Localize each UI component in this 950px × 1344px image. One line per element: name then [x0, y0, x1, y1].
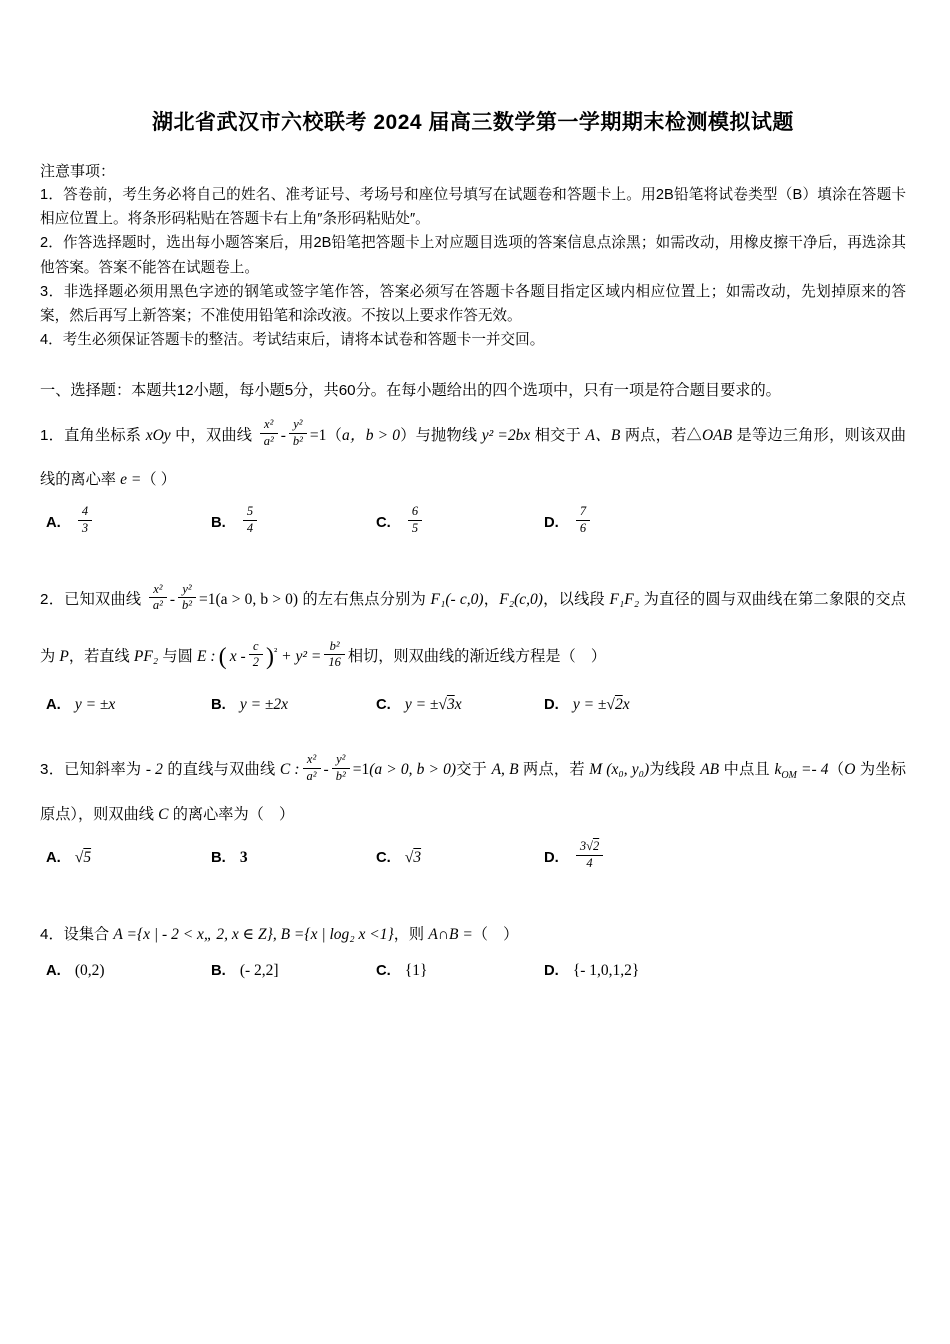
sqrt-expression: √5	[74, 848, 92, 866]
sqrt-expression: √3	[404, 848, 422, 866]
option-b: B. y = ±2x	[211, 696, 289, 714]
sqrt-expression: y = ±√2x	[572, 696, 630, 714]
fraction: $\frac{5}{4}$	[243, 505, 257, 536]
option-c: C. $\frac{6}{5}$	[376, 507, 544, 538]
option-a: A. y = ±x	[46, 696, 116, 714]
option-b: B. (- 2,2]	[211, 961, 279, 979]
option-d: D. y = ±√2x	[544, 696, 630, 714]
fraction: $\frac{\text{x²}}{\text{a²}}$	[149, 583, 167, 614]
fraction: $\frac{4}{3}$	[78, 505, 92, 536]
option-b: B. $\frac{5}{4}$	[211, 507, 376, 538]
fraction: $\frac{\text{x²}}{\text{a²}}$	[260, 418, 278, 449]
circle-equation: E : ( x -	[197, 643, 246, 670]
question-2-text: 2．已知双曲线 $\frac{\text{x²}}{\text{a²}}$ - $\frac{\text{y²}}{\text{b²}}$ =1(a > 0, b > 0) 的左右焦点分别为 F₁(- c,0)，F₂(c,0)，以线段 F₁F₂ 为直径的圆与双曲线在第二象限的交点为 P，若直线 PF₂ 与圆 E : ( x - $\frac{c}{2}$ )$^{^2}$ + y² = $\frac{\text{b²}}{16}$ 相切，则双曲线的渐近线方程是（ ）	[40, 581, 906, 670]
option-a: A. $\frac{4}{3}$	[46, 507, 211, 538]
notice-heading: 注意事项：	[40, 163, 116, 180]
fraction: $\frac{\text{b²}}{16}$	[324, 640, 345, 671]
option-d: D. {- 1,0,1,2}	[544, 961, 640, 979]
question-1-text: 1．直角坐标系 xOy 中，双曲线 $\frac{\text{x²}}{\text{a²}}$ - $\frac{\text{y²}}{\text{b²}}$ =1（a，b > 0）与抛物线 y² =2bx 相交于 A、B 两点，若△OAB 是等边三角形，则该双曲线的离心率 e =（ ）	[40, 417, 906, 489]
option-a: A. √5	[46, 848, 92, 866]
section-heading: 一、选择题：本题共12小题，每小题5分，共60分。在每小题给出的四个选项中，只有一项是符合题目要求的。	[40, 381, 781, 399]
sqrt-expression: y = ±√3x	[404, 696, 462, 714]
k-om: $k_{OM} =- 4$	[774, 761, 829, 782]
fraction: $\frac{7}{6}$	[576, 505, 590, 536]
question-2-options	[46, 696, 906, 714]
option-c: C. √3	[376, 848, 422, 866]
page-title: 湖北省武汉市六校联考 2024 届高三数学第一学期期末检测模拟试题	[152, 111, 794, 134]
fraction: $\frac{c}{2}$	[249, 640, 263, 671]
option-c: C. {1}	[376, 961, 428, 979]
question-4-text: 4．设集合 A ={x | - 2 < x„ 2, x ∈ Z}, B ={x | log₂ x <1}，则 A∩B =（ ）	[40, 925, 519, 943]
fraction: $\frac{\text{y²}}{\text{b²}}$	[289, 418, 307, 449]
question-4-options	[46, 962, 906, 980]
option-d: D. $\frac{3√2}{4}$	[544, 842, 606, 873]
notice-item-3: 3．非选择题必须用黑色字迹的钢笔或签字笔作答，答案必须写在答题卡各题目指定区域内相应位置上；如需改动，先划掉原来的答案，然后再写上新答案；不准使用铅笔和涂改液。不按以上要求作答无效。	[40, 283, 906, 325]
option-b: B. 3	[211, 848, 248, 866]
question-1-options	[46, 504, 906, 538]
fraction: $\frac{\text{x²}}{\text{a²}}$	[303, 753, 321, 784]
notice-item-4: 4．考生必须保证答题卡的整洁。考试结束后，请将本试卷和答题卡一并交回。	[40, 332, 545, 349]
notice-item-2: 2．作答选择题时，选出每小题答案后，用2B铅笔把答题卡上对应题目选项的答案信息点涂黑；如需改动，用橡皮擦干净后，再选涂其他答案。答案不能答在试题卷上。	[40, 235, 906, 276]
notice-item-1: 1．答卷前，考生务必将自己的姓名、准考证号、考场号和座位号填写在试题卷和答题卡上。用2B铅笔将试卷类型（B）填涂在答题卡相应位置上。将条形码粘贴在答题卡右上角″条形码粘贴处″。	[40, 187, 906, 228]
fraction: $\frac{6}{5}$	[408, 505, 422, 536]
question-3-text: 3．已知斜率为 - 2 的直线与双曲线 C : $\frac{\text{x²}}{\text{a²}}$ - $\frac{\text{y²}}{\text{b²}}$ =1(a > 0, b > 0)交于 A, B 两点，若 M (x₀, y₀)为线段 AB 中点且 $k_{OM} =- 4(O$ 为坐标原点），则双曲线 C 的离心率为（ ）	[40, 752, 906, 824]
question-3-options	[46, 839, 906, 873]
option-a: A. (0,2)	[46, 961, 105, 979]
option-c: C. y = ±√3x	[376, 696, 462, 714]
fraction: $\frac{\text{y²}}{\text{b²}}$	[178, 583, 196, 614]
fraction: $\frac{3√2}{4}$	[576, 840, 603, 871]
option-d: D. $\frac{7}{6}$	[544, 507, 593, 538]
fraction: $\frac{\text{y²}}{\text{b²}}$	[332, 753, 350, 784]
q1-text: 1．直角坐标系	[40, 426, 146, 444]
